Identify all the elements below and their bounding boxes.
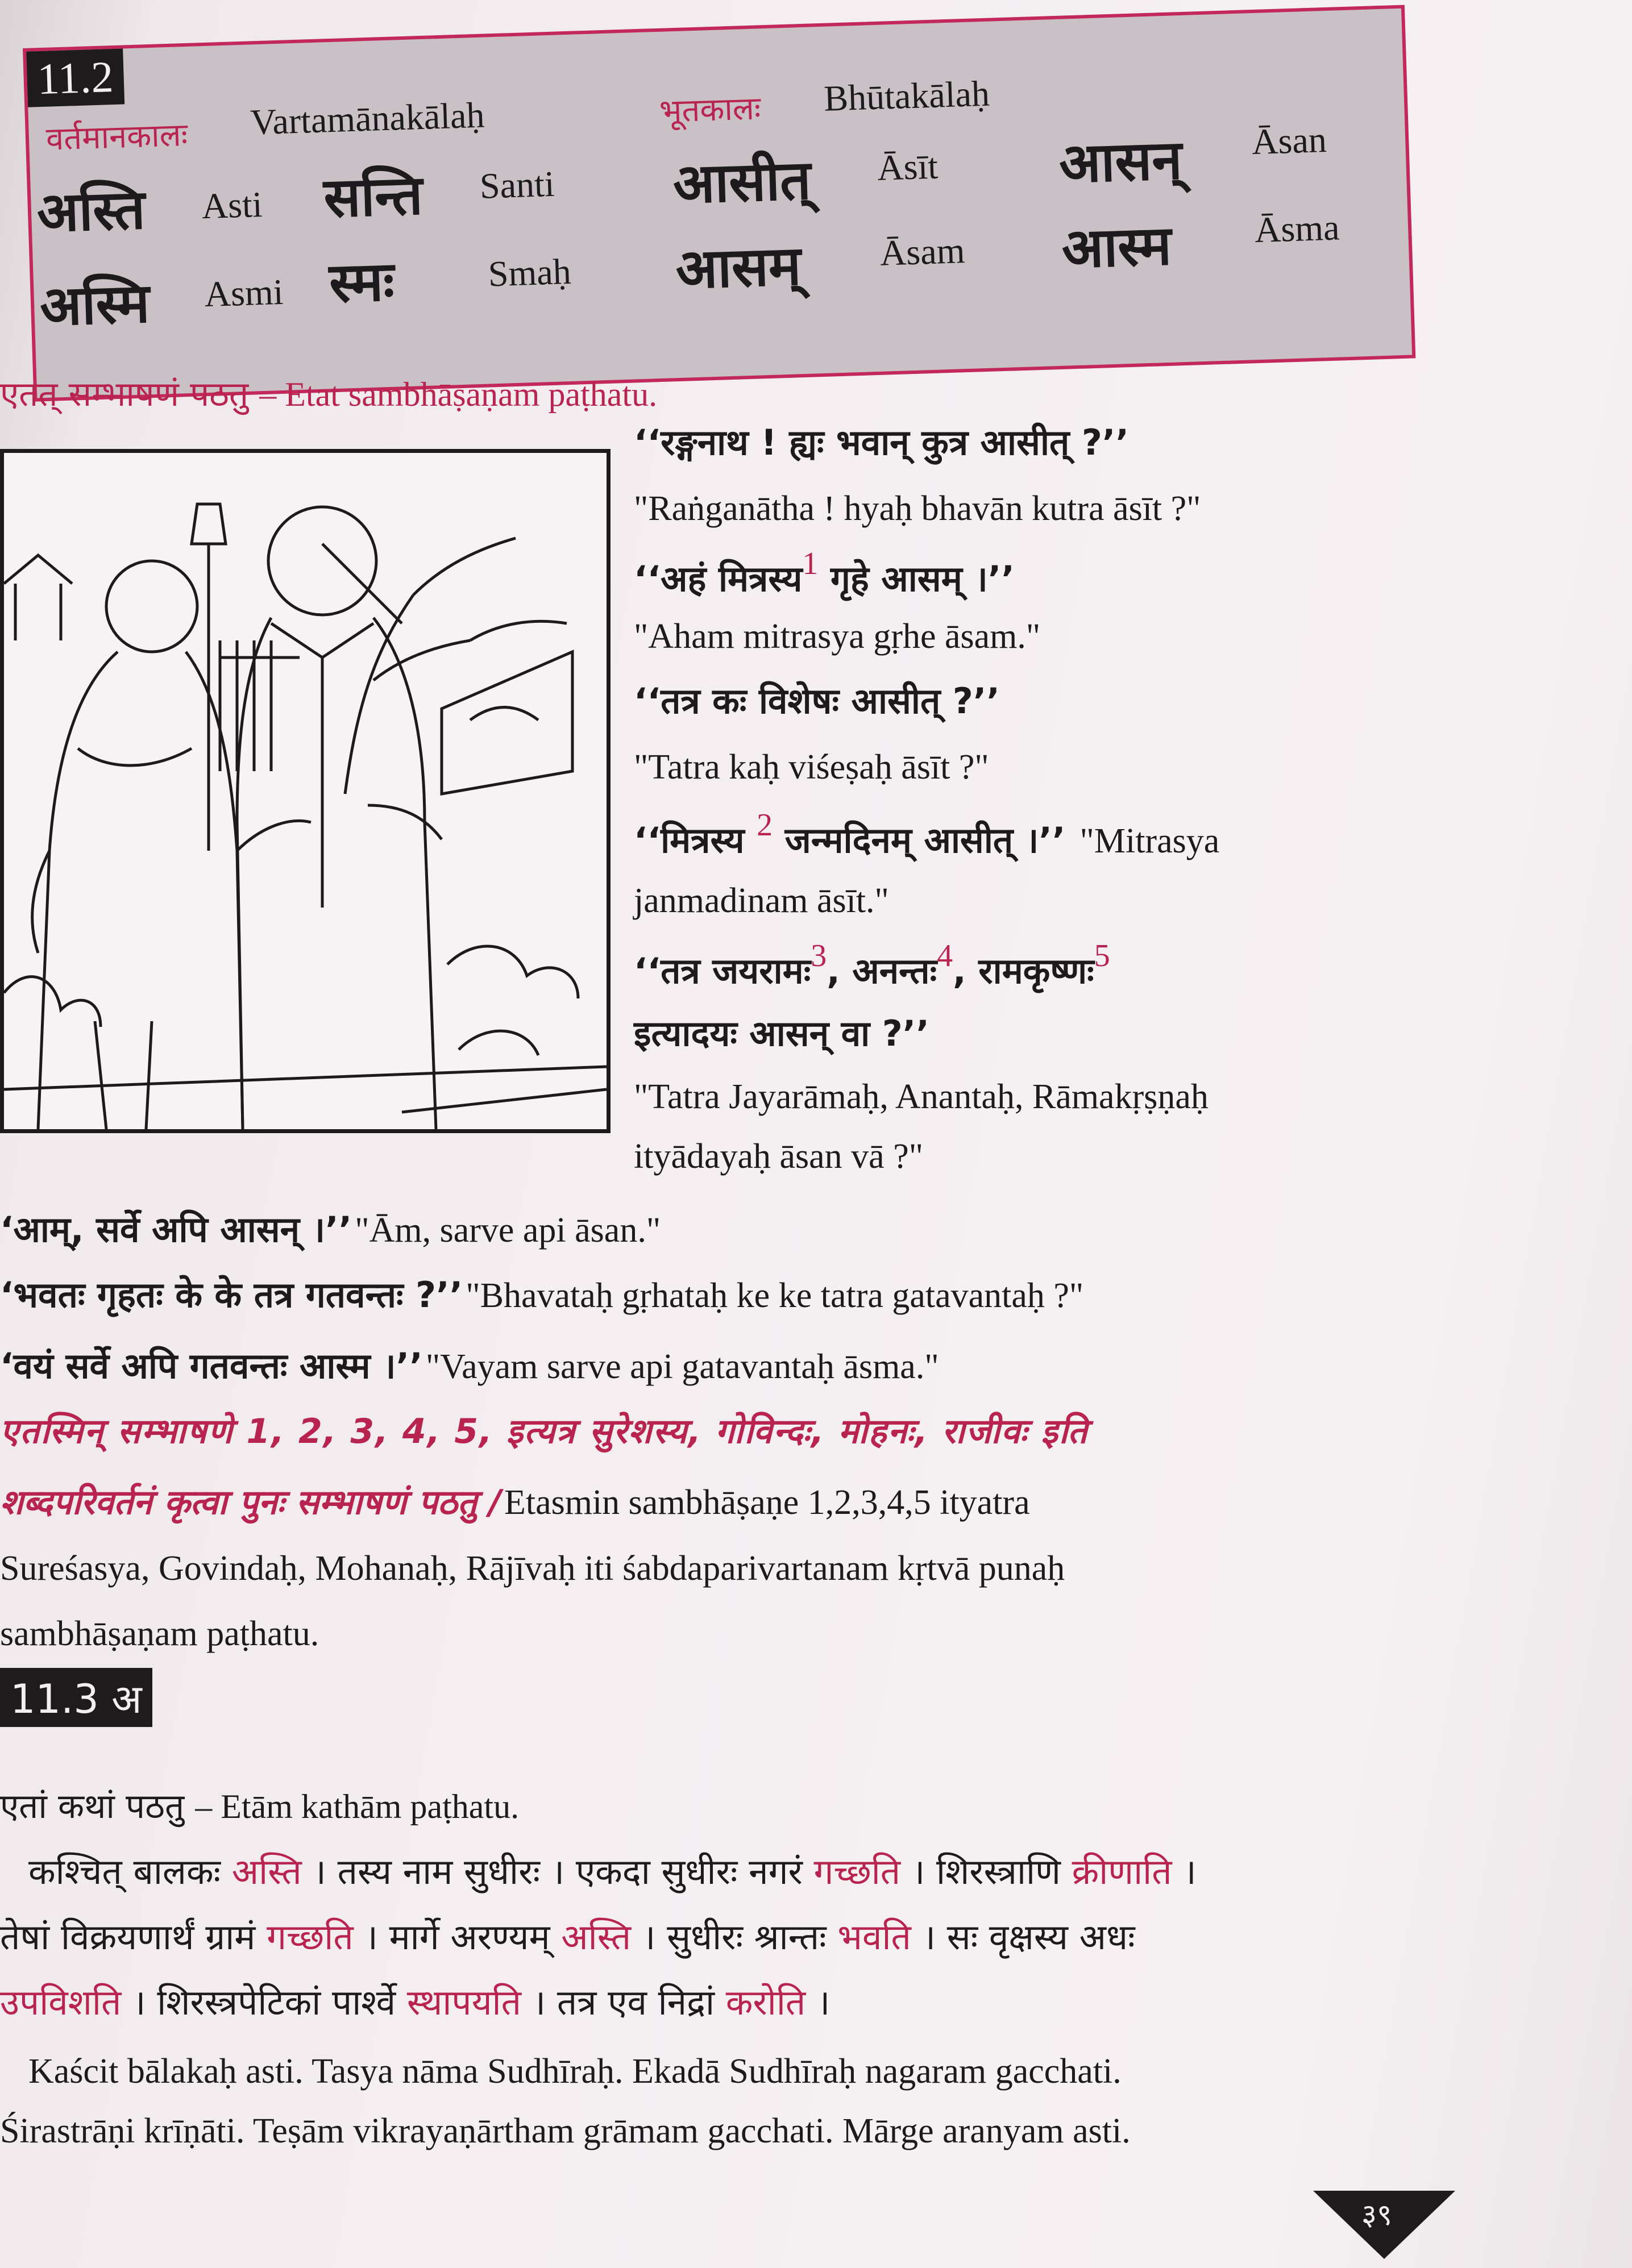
verb-asan-dev: आसन् [1058,128,1183,195]
dialogue-4-lat-b: janmadinam āsīt." [634,881,889,920]
dialogue-5-dev-line2: इत्यादयः आसन् वा ?’’ [634,1013,929,1054]
story-text: । तत्र एव निद्रां [521,1982,726,2023]
story-lat-line1: Kaścit bālakaḥ asti. Tasya nāma Sudhīraḥ. Ekadā Sudhīraḥ nagaram gacchati. [28,2052,1122,2091]
dialogue-8-dev: ‘वयं सर्वे अपि गतवन्तः आस्म ।’’ [0,1345,423,1387]
story-text: । [805,1982,830,2023]
dialogue-2-dev-a: ‘‘अहं मित्रस्य [634,558,803,600]
verb-smah-dev: स्मः [328,249,396,315]
story-text: । सुधीरः श्रान्तः [631,1916,838,1958]
verb-asma-dev: आस्म [1061,213,1173,281]
story-dev-line1 [28,1847,1197,1895]
instruction-dev-line1: एतस्मिन् सम्भाषणे 1, 2, 3, 4, 5, इत्यत्र सुरेशस्य, गोविन्दः, मोहनः, राजीवः इति [0,1412,1089,1451]
dialogue-6-dev: ‘आम्, सर्वे अपि आसन् ।’’ [0,1209,352,1250]
verb-highlight: गच्छति [267,1916,354,1958]
instruction-line2 [0,1478,1030,1524]
dialogue-8-lat: "Vayam sarve api gatavantaḥ āsma." [425,1347,939,1386]
dialogue-3-lat: "Tatra kaḥ viśeṣaḥ āsīt ?" [634,748,989,786]
dialogue-4-dev-b: जन्मदिनम् आसीत् ।’’ [773,819,1066,861]
verb-asam-lat: Āsam [879,230,966,273]
dialogue-6-lat: "Ām, sarve api āsan." [355,1211,661,1250]
story-text: । तस्य नाम सुधीरः । एकदा सुधीरः नगरं [301,1851,814,1892]
story-text: । मार्गे अरण्यम् [353,1916,562,1958]
verb-highlight: स्थापयति [406,1982,521,2023]
verb-asti-dev: अस्ति [36,177,147,245]
dialogue-5-lat-a: "Tatra Jayarāmaḥ, Anantaḥ, Rāmakṛṣṇaḥ [634,1077,1209,1116]
dialogue-4-dev-a: ‘‘मित्रस्य [634,819,757,861]
story-text: । [1172,1851,1197,1892]
page-number-badge [1313,2191,1455,2259]
verb-asit-dev: आसीत् [672,148,812,217]
story-text: कश्चित् बालकः [28,1851,232,1892]
verb-highlight: गच्छति [813,1851,901,1892]
conversation-heading [0,369,657,416]
past-tense-heading-latin: Bhūtakālaḥ [823,73,990,119]
dialogue-1-dev: ‘‘रङ्गनाथ ! ह्यः भवान् कुत्र आसीत् ?’’ [634,422,1129,463]
verb-asit-lat: Āsīt [877,145,939,188]
story-dev-line2 [0,1912,1135,1960]
past-tense-heading-devanagari: भूतकालः [659,90,762,130]
verb-highlight: अस्ति [231,1851,302,1892]
verb-asmi-lat: Asmi [204,271,284,315]
blank-marker-2: 2 [757,808,773,843]
section-tag-11-3: 11.3 अ [0,1668,152,1727]
dialogue-7-dev: ‘भवतः गृहतः के के तत्र गतवन्तः ?’’ [0,1274,463,1316]
blank-marker-3: 3 [811,938,827,973]
illustration-two-men-talking [0,449,611,1133]
conversation-heading-lat: – Etat sambhāṣaṇam paṭhatu. [259,376,658,413]
blank-marker-5: 5 [1094,938,1110,973]
story-lat-line2: Śirastrāṇi krīṇāti. Teṣām vikrayaṇārtham grāmam gacchati. Mārge aranyam asti. [0,2112,1131,2150]
story-text: तेषां विक्रयणार्थं ग्रामं [0,1916,267,1958]
verb-santi-lat: Santi [479,163,555,206]
story-heading-lat: – Etām kathām paṭhatu. [195,1788,520,1825]
story-text: । सः वृक्षस्य अधः [911,1916,1135,1958]
present-tense-heading-devanagari: वर्तमानकालः [45,116,188,158]
dialogue-2-lat: "Aham mitrasya gṛhe āsam." [634,617,1041,656]
dialogue-6-row [0,1205,661,1252]
verb-asmi-dev: अस्मि [39,271,151,339]
dialogue-7-row [0,1270,1083,1318]
blank-marker-4: 4 [937,938,953,973]
dialogue-1-lat: "Raṅganātha ! hyaḥ bhavān kutra āsīt ?" [634,489,1201,528]
verb-highlight: अस्ति [561,1916,632,1958]
dialogue-5-dev-a: ‘‘तत्र जयरामः [634,950,811,992]
story-text: । शिरस्त्रपेटिकां पार्श्वे [121,1982,407,2023]
instruction-lat-line1: Etasmin sambhāṣaṇe 1,2,3,4,5 ityatra [504,1483,1030,1522]
story-text: । शिरस्त्राणि [900,1851,1072,1892]
verb-highlight: करोति [725,1982,806,2023]
verb-highlight: उपविशति [0,1982,122,2023]
dialogue-2-dev [634,546,1015,602]
section-tag-11-2: 11.2 [26,48,124,107]
dialogue-5-lat-b: ityādayaḥ āsan vā ?" [634,1137,924,1176]
blank-marker-1: 1 [802,546,819,581]
instruction-dev-line2: शब्दपरिवर्तनं कृत्वा पुनः सम्भाषणं पठतु / [0,1483,501,1522]
verb-asti-lat: Asti [201,184,263,227]
instruction-lat-line2: Sureśasya, Govindaḥ, Mohanaḥ, Rājīvaḥ iti śabdaparivartanam kṛtvā punaḥ [0,1549,1065,1588]
illustration-drawing [4,453,607,1129]
present-tense-heading-latin: Vartamānakālaḥ [250,94,485,143]
dialogue-4-lat-a: "Mitrasya [1079,822,1220,860]
instruction-lat-line3: sambhāṣaṇam paṭhatu. [0,1614,319,1653]
page-number: ३९ [1361,2198,1393,2232]
dialogue-4-row [634,807,1219,863]
verb-highlight: क्रीणाति [1072,1851,1172,1892]
verb-asam-dev: आसम् [675,234,802,302]
dialogue-5-dev-c: , रामकृष्णः [953,950,1094,992]
dialogue-3-dev: ‘‘तत्र कः विशेषः आसीत् ?’’ [634,680,1000,722]
verb-santi-dev: सन्ति [322,163,424,230]
verb-smah-lat: Smaḥ [487,251,572,294]
dialogue-8-row [0,1341,939,1389]
verb-asan-lat: Āsan [1251,119,1327,163]
dialogue-2-dev-b: गृहे आसम् ।’’ [818,558,1015,600]
verb-asma-lat: Āsma [1253,207,1340,251]
dialogue-5-dev-line1 [634,938,1110,994]
conversation-heading-dev: एतत् सम्भाषणं पठतु [0,374,249,414]
story-heading-dev: एतां कथां पठतु [0,1787,185,1826]
dialogue-5-dev-b: , अनन्तः [827,950,937,992]
story-dev-line3 [0,1978,830,2025]
story-heading [0,1782,519,1828]
verb-table-box [23,5,1415,402]
verb-highlight: भवति [837,1916,911,1958]
dialogue-7-lat: "Bhavataḥ gṛhataḥ ke ke tatra gatavantaḥ ?" [466,1276,1084,1315]
